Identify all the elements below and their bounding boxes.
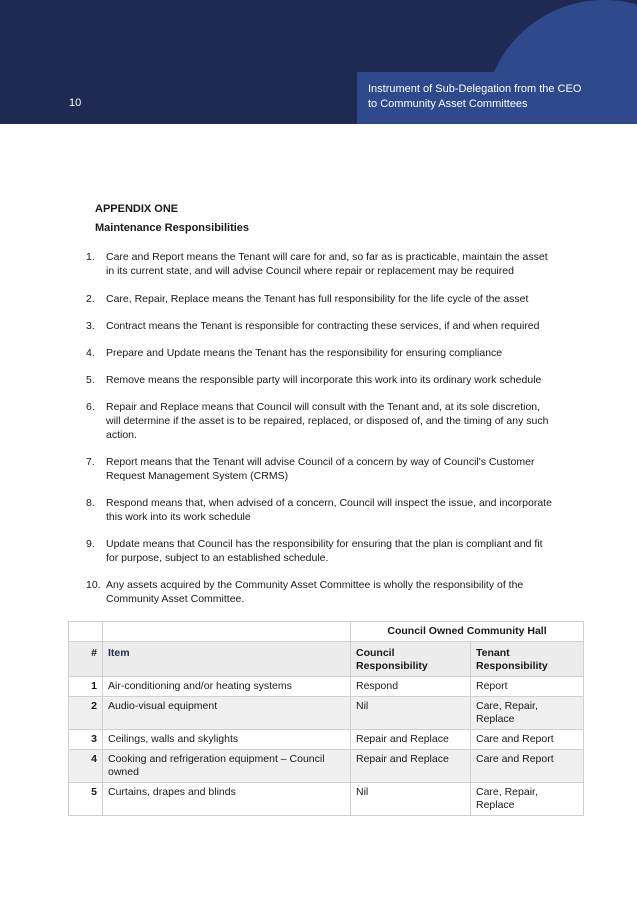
definition-item bbox=[86, 496, 566, 524]
definition-line: for purpose, subject to an established schedule. bbox=[106, 552, 329, 564]
definition-item bbox=[86, 400, 566, 442]
column-header-council: Council Responsibility bbox=[351, 642, 471, 677]
definition-line: Care and Report means the Tenant will care for and, so far as is practicable, maintain the asset bbox=[106, 251, 548, 263]
definition-item bbox=[86, 373, 566, 387]
definition-number: 4. bbox=[86, 347, 95, 359]
table-header-row bbox=[69, 642, 584, 677]
table-group-row bbox=[69, 622, 584, 642]
definition-number: 2. bbox=[86, 293, 95, 305]
cell-num: 5 bbox=[69, 783, 103, 816]
definition-line: Prepare and Update means the Tenant has the responsibility for ensuring compliance bbox=[106, 347, 503, 359]
definition-item bbox=[86, 292, 566, 306]
cell-num: 2 bbox=[69, 697, 103, 730]
definition-line: Report means that the Tenant will advise Council of a concern by way of Council's Customer bbox=[106, 456, 535, 468]
cell-item: Audio-visual equipment bbox=[103, 697, 351, 730]
table-empty-cell bbox=[103, 622, 351, 642]
definition-number: 1. bbox=[86, 251, 95, 263]
document-title-line: to Community Asset Committees bbox=[368, 98, 528, 110]
definition-item bbox=[86, 578, 566, 606]
cell-council: Repair and Replace bbox=[351, 730, 471, 750]
cell-council: Nil bbox=[351, 783, 471, 816]
definition-line: action. bbox=[106, 429, 137, 441]
cell-item: Curtains, drapes and blinds bbox=[103, 783, 351, 816]
definition-number: 8. bbox=[86, 497, 95, 509]
definition-item bbox=[86, 455, 566, 483]
page-header bbox=[0, 0, 637, 124]
definition-line: Repair and Replace means that Council will consult with the Tenant and, at its sole discretion, bbox=[106, 401, 541, 413]
definition-line: Care, Repair, Replace means the Tenant has full responsibility for the life cycle of the asset bbox=[106, 293, 529, 305]
table-body bbox=[69, 677, 584, 816]
definition-item bbox=[86, 250, 566, 278]
cell-item: Air-conditioning and/or heating systems bbox=[103, 677, 351, 697]
cell-tenant: Care and Report bbox=[471, 750, 584, 783]
definition-number: 3. bbox=[86, 320, 95, 332]
column-header-item: Item bbox=[103, 642, 351, 677]
page-number: 10 bbox=[69, 97, 82, 109]
definition-line: this work into its work schedule bbox=[106, 511, 251, 523]
definition-number: 9. bbox=[86, 538, 95, 550]
table-row bbox=[69, 677, 584, 697]
appendix-subtitle: Maintenance Responsibilities bbox=[95, 222, 250, 234]
document-title bbox=[368, 82, 628, 112]
definition-item bbox=[86, 319, 566, 333]
definition-line: Community Asset Committee. bbox=[106, 593, 245, 605]
definition-line: in its current state, and will advise Council where repair or replacement may be required bbox=[106, 265, 514, 277]
cell-num: 3 bbox=[69, 730, 103, 750]
cell-council: Nil bbox=[351, 697, 471, 730]
definition-number: 10. bbox=[86, 579, 101, 591]
cell-tenant: Care and Report bbox=[471, 730, 584, 750]
column-header-number: # bbox=[69, 642, 103, 677]
definition-item bbox=[86, 537, 566, 565]
cell-num: 4 bbox=[69, 750, 103, 783]
appendix-title: APPENDIX ONE bbox=[95, 203, 179, 215]
definitions-list bbox=[86, 250, 566, 606]
cell-item: Ceilings, walls and skylights bbox=[103, 730, 351, 750]
table-row bbox=[69, 730, 584, 750]
cell-item: Cooking and refrigeration equipment – Council owned bbox=[103, 750, 351, 783]
table-group-header: Council Owned Community Hall bbox=[351, 622, 584, 642]
table-empty-cell bbox=[69, 622, 103, 642]
definition-number: 7. bbox=[86, 456, 95, 468]
definition-line: Request Management System (CRMS) bbox=[106, 470, 289, 482]
definition-line: Contract means the Tenant is responsible for contracting these services, if and when required bbox=[106, 320, 540, 332]
definition-line: Update means that Council has the responsibility for ensuring that the plan is compliant and fit bbox=[106, 538, 543, 550]
definition-number: 5. bbox=[86, 374, 95, 386]
definition-line: Respond means that, when advised of a concern, Council will inspect the issue, and incorporate bbox=[106, 497, 552, 509]
definition-line: will determine if the asset is to be repaired, replaced, or disposed of, and the timing of any such bbox=[106, 415, 549, 427]
definition-item bbox=[86, 346, 566, 360]
column-header-tenant: Tenant Responsibility bbox=[471, 642, 584, 677]
definition-line: Any assets acquired by the Community Asset Committee is wholly the responsibility of the bbox=[106, 579, 524, 591]
cell-tenant: Care, Repair, Replace bbox=[471, 783, 584, 816]
definition-number: 6. bbox=[86, 401, 95, 413]
definition-line: Remove means the responsible party will incorporate this work into its ordinary work schedule bbox=[106, 374, 542, 386]
cell-tenant: Care, Repair, Replace bbox=[471, 697, 584, 730]
table-row bbox=[69, 750, 584, 783]
cell-council: Respond bbox=[351, 677, 471, 697]
cell-num: 1 bbox=[69, 677, 103, 697]
responsibility-table bbox=[68, 621, 584, 816]
table-row bbox=[69, 783, 584, 816]
table-row bbox=[69, 697, 584, 730]
cell-tenant: Report bbox=[471, 677, 584, 697]
cell-council: Repair and Replace bbox=[351, 750, 471, 783]
document-title-line: Instrument of Sub-Delegation from the CEO bbox=[368, 83, 582, 95]
